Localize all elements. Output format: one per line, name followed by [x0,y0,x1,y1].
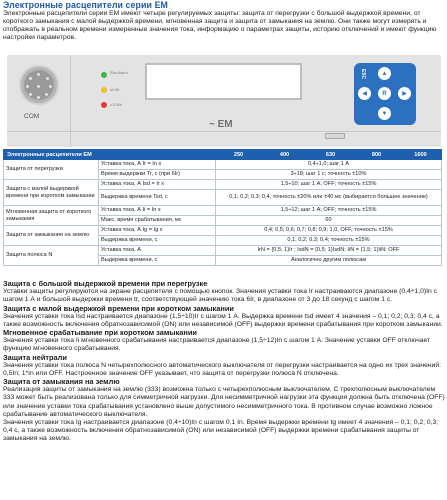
panel-divider-horizontal [7,131,441,132]
param-cell: Уставка тока, А [99,246,216,256]
param-cell: Выдержка времени, с [99,256,216,266]
com-label: COM [24,113,40,120]
col-header-800: 800 [354,150,400,160]
col-header-630: 630 [308,150,354,160]
lcd-display [145,63,302,100]
device-illustration [7,55,441,147]
col-header-400: 400 [262,150,308,160]
description-body [3,280,445,443]
led-105ir [101,102,107,108]
value-cell: 0,4÷1,0; шаг 1 А [216,160,442,170]
intro-paragraph: Электронные расцепители серии ЕМ имеют четыре регулируемых защиты: защита от перегрузки с большой выдержкой времени, от короткого замыкания с малой выдержкой времени, мгновенная защита и защита от замыкания на землю. Они также могут измерять и отображать в реальном времени измеренные значения тока, информацию о параметрах защиты, историю отключений и имеют функцию настройки параметров. [3,10,437,42]
right-button[interactable]: ▶ [398,87,411,100]
model-label: ~ EM [209,119,233,130]
col-header-param [99,150,216,160]
reset-button[interactable]: R [378,87,391,100]
param-cell: Макс. время срабатывания, мс [99,216,216,226]
com-connector-icon [19,65,59,105]
col-header-1600: 1600 [400,150,442,160]
value-cell: 1,5÷12; шаг 1 A; OFF; точность ±15% [216,206,442,216]
led-09ir [101,87,107,93]
datasheet-title: Электронные расцепители серии ЕМ [3,0,168,10]
section-heading-neutral: Защита нейтрали [3,352,67,362]
left-button[interactable]: ◀ [358,87,371,100]
section-cell: Защита полюса N [4,246,99,266]
table-header-row [4,150,442,160]
led-105ir-label: >1.05Ir [110,103,122,107]
table-row [4,180,442,190]
col-header-250: 250 [216,150,262,160]
value-cell: 3÷18; шаг 1 с; точность ±10% [216,170,442,180]
up-button[interactable]: ▲ [378,67,391,80]
section-heading-instant: Мгновенное срабатывание при коротком замыкании [3,328,197,337]
section-cell: Защита от замыкания на землю [4,226,99,246]
down-button[interactable]: ▼ [378,107,391,120]
panel-divider-vertical [70,55,71,147]
section-cell: Защита с малой выдержкой времени при коротком замыкании [4,180,99,206]
settings-table [3,149,442,266]
led-run-alarm [101,72,107,78]
value-cell: 0,1; 0,2; 0,3; 0,4; точность ±15% [216,236,442,246]
value-cell: IrN = {0,5; 1}Ir ; IsdN = {0,5; 1}IsdN; IiN = {1,5; 1}IiN; OFF [216,246,442,256]
value-cell: 0,1; 0,2; 0,3; 0,4, точность ±20% или ±40 мс (выбирается большее значение) [216,190,442,206]
led-run-alarm-label: Run Alarm [110,71,128,75]
led-09ir-label: ≥0.9Ir [110,88,120,92]
param-cell: Выдержка времени, с [99,236,216,246]
table-row [4,246,442,256]
param-cell: Время выдержки Tr, с (при 6Ir) [99,170,216,180]
section-text-neutral: Значения уставки тока полюса N четырехполюсного автоматического выключателя от перегрузки настраивается на одно их трех значений: 0,5In; 1*In или OFF. Настроенное значение OFF указывает, что защита от перегрузки полюса N отключена. [3,361,442,377]
param-cell: Уставка тока, А Ig = Ig x [99,226,216,236]
test-slot [325,133,345,139]
section-cell: Защита от перегрузки [4,160,99,180]
param-cell: Выдержка времени Tsd, с [99,190,216,206]
table-row [4,206,442,216]
table-row [4,160,442,170]
value-cell: Аналогично другим полюсам [216,256,442,266]
value-cell: 1,5÷10; шаг 1 A; OFF; точность ±15% [216,180,442,190]
section-heading-short-delay: Защита с малой выдержкой времени при коротком замыкании [3,303,234,313]
control-keypad [354,63,416,125]
section-cell: Мгновенная защита от короткого замыкания [4,206,99,226]
section-text-short-delay: Значения уставки тока Isd настраивается диапазоне (1,5÷10)Ir с шагом 1 А. Выдержка времени tsd имеет 4 значения – 0,1; 0,2; 0,3; 0,4 с, а также возможность включения обратнозависимой (ON) или независимой (OFF) выдержки времени срабатывания при коротком замыкании. [3,312,443,328]
value-cell: 0,4; 0,5; 0,6; 0,7; 0,8; 0,9; 1,0, OFF, точность ±15% [216,226,442,236]
param-cell: Уставка тока, А Ii = In x [99,206,216,216]
section-text-overload: Уставки защиты регулируются на экране расцепителя с помощью кнопок. Значения уставки тока Ir настраиваются диапазоне (0,4÷1,0)In с шагом 1 А и большой выдержки времени tr, соответствующей значению тока 6Ir, в диапазоне от 3 до 18 секунд с шагом 1 с. [3,288,437,304]
section-heading-ground-fault: Защита от замыкания на землю [3,377,120,386]
esc-button[interactable]: ESC [360,68,367,80]
value-cell: 60 [216,216,442,226]
col-header-name: Электронные расцепители ЕМ [4,150,99,160]
param-cell: Уставка тока, А Isd = Ir x [99,180,216,190]
param-cell: Уставка тока, А Ir = In x [99,160,216,170]
section-text-ground-fault: Реализация защиты от замыкания на землю (333) возможна только с четырехполюсным выключателем. С трехполюсным выключателем 333 может быть реализована только для симметричной нагрузки. Для несимметричной нагрузки эта функция должна быть отключена (OFF) или значение уставки тока срабатывания установлено выше допустимого несимметричного тока. В противном случае возможно ложное срабатывание автоматического выключателя. Значения уставки тока Ig настраивается диапазоне (0,4÷10)In с шагом 0,1 In. Время выдержки времени tg имеет 4 значения – 0,1; 0,2; 0,3; 0,4 с, а также возможность включения обратнозависимой (ON) или независимой (OFF) выдержки времени срабатывания защиты от замыкания на землю. [3,386,445,442]
table-row [4,226,442,236]
section-text-instant: Значения уставки тока Ii мгновенного срабатывания настраивается диапазоне (1,5÷12)In с шагом 1 А. Значение уставки OFF отключает функцию мгновенного срабатывания. [3,337,431,353]
section-heading-overload: Защита с большой выдержкой времени при перегрузке [3,279,208,288]
